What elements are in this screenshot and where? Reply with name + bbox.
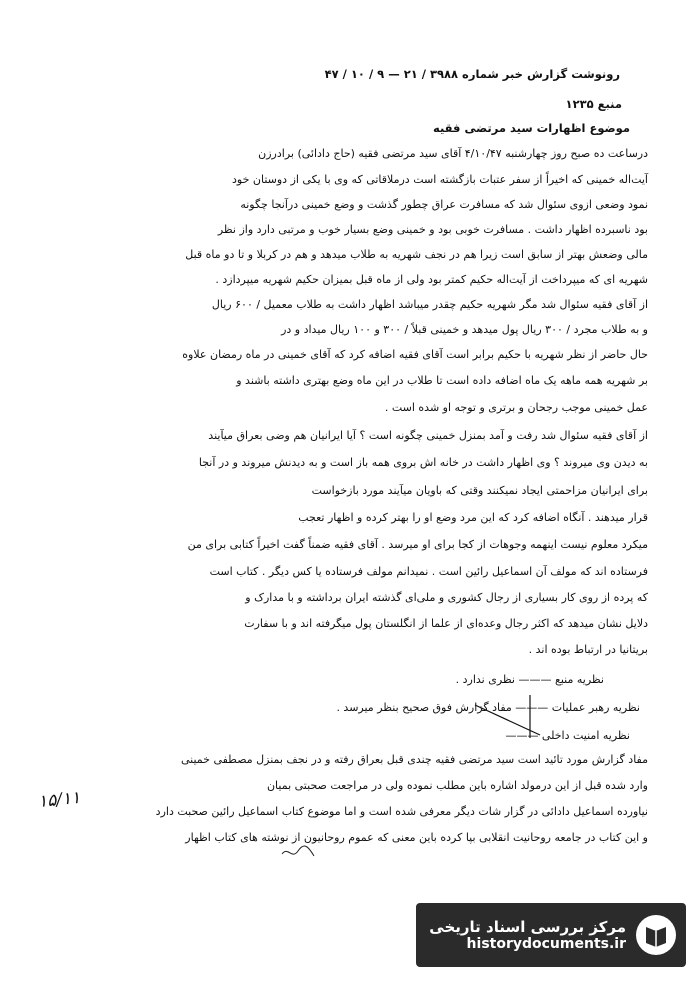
body-line: عمل خمینی موجب رجحان و برتری و توجه او شده است . — [384, 401, 648, 414]
body-line: مالی وضعش بهتر از سابق است زیرا هم در نجف شهریه به طلاب میدهد و هم در کربلا و تا دو ماه قبل — [185, 248, 648, 261]
body-line: و به طلاب مجرد / ۳۰۰ ریال پول میدهد و خمینی قبلاً / ۳۰۰ و ۱۰۰ ریال میداد و در — [281, 323, 648, 336]
body-line: به دیدن وی میروند ؟ وی اظهار داشت در خانه اش بروی همه باز است و به دیدنش میروند و در آنجا — [198, 456, 648, 469]
body-line: فرستاده اند که مولف آن اسماعیل رائین است . نمیدانم مولف فرستاده یا کس دیگر . کتاب است — [209, 565, 648, 578]
bracket-mark — [470, 690, 550, 740]
body-line: دلایل نشان میدهد که اکثر رجال وعده‌ای از علما از انگلستان پول میگرفته اند و با سفارت — [244, 617, 648, 630]
source-line: منبع ۱۲۳۵ — [565, 97, 622, 111]
body-line: آیت‌اله خمینی که اخیراً از سفر عتبات بازگشته است درملاقاتی که وی با یکی از دوستان خود — [232, 173, 648, 186]
body-line: میکرد معلوم نیست اینهمه وجوهات از کجا برای او میرسد . آقای فقیه ضمناً گفت اخیراً کتابی برای من — [187, 538, 648, 551]
body-line: درساعت ده صبح روز چهارشنبه ۴/۱۰/۴۷ آقای سید مرتضی فقیه (حاج دادائی) برادرزن — [258, 147, 648, 160]
body-line: نمود وضعی ازوی سئوال شد که مسافرت عراق چطور گذشت و وضع خمینی درآنجا چگونه — [240, 198, 648, 211]
final-line: نیاورده اسماعیل دادائی در گزار شات دیگر معرفی شده است و اما موضوع کتاب اسماعیل رائین صحبت دارد — [155, 805, 648, 818]
final-line: مفاد گزارش مورد تائید است سید مرتضی فقیه چندی قبل بعراق رفته و در نجف بمنزل مصطفی خمینی — [180, 753, 648, 766]
body-line: که پرده از روی کار بسیاری از رجال کشوری و ملی‌ای گذشته ایران برداشته و با مدارک و — [245, 591, 648, 604]
body-line: بریتانیا در ارتباط بوده اند . — [528, 643, 648, 656]
site-name: مرکز بررسی اسناد تاریخی — [429, 918, 626, 936]
handwritten-margin-note: ۱۵/۱۱ — [37, 787, 82, 813]
body-line: برای ایرانیان مزاحمتی ایجاد نمیکنند وقتی که باویان میآیند مورد بازخواست — [311, 484, 648, 497]
final-line: و این کتاب در جامعه روحانیت انقلابی بپا کرده باین معنی که عموم روحانیون از نوشته های کتاب اظهار — [185, 831, 648, 844]
body-line: بر شهریه همه ماهه یک ماه اضافه داده است تا طلاب در این ماه وضع بهتری داشته باشند و — [236, 374, 648, 387]
internal-security-comment: نظریه امنیت داخلی ——— — [505, 729, 630, 742]
book-logo-icon — [634, 913, 678, 957]
body-line: حال حاضر از نظر شهریه با حکیم برابر است آقای فقیه اضافه کرد که آقای خمینی در ماه رمضان علاوه — [182, 348, 648, 361]
body-line: بود ناسبرده اظهار داشت . مسافرت خوبی بود و خمینی وضع بسیار خوب و مرتبی دارد واز نظر — [217, 223, 648, 236]
subject-line: موضوع اظهارات سید مرتضی فقیه — [432, 121, 630, 135]
body-line: قرار میدهند . آنگاه اضافه کرد که این مرد وضع او را بهتر کرده و اظهار تعجب — [298, 511, 648, 524]
operations-leader-comment: نظریه رهبر عملیات ——— مفاد گزارش فوق صحیح بنظر میرسد . — [336, 701, 640, 714]
source-comment: نظریه منبع ——— نظری ندارد . — [455, 673, 604, 686]
watermark-footer — [416, 903, 686, 967]
transcript-number-line: رونوشت گزارش خبر شماره ۳۹۸۸ / ۲۱ — ۹ / ۱۰ / ۴۷ — [324, 67, 620, 81]
final-line: وارد شده قبل از این درمولد اشاره باین مطلب نموده ولی در مراجعت صحبتی بمیان — [266, 779, 648, 792]
site-url: historydocuments.ir — [466, 936, 626, 952]
handwritten-scribble-icon — [280, 842, 320, 862]
body-line: شهریه ای که میپرداخت از آیت‌اله حکیم کمتر بود ولی از ماه قبل بمیزان حکیم شهریه میپردازد . — [215, 273, 648, 286]
body-line: از آقای فقیه سئوال شد رفت و آمد بمنزل خمینی چگونه است ؟ آیا ایرانیان هم وضی بعراق میآیند — [208, 429, 648, 442]
footer-text — [429, 918, 626, 952]
body-line: از آقای فقیه سئوال شد مگر شهریه حکیم چقدر میباشد اظهار داشت به طلاب معمیل / ۶۰۰ ریال — [211, 298, 648, 311]
